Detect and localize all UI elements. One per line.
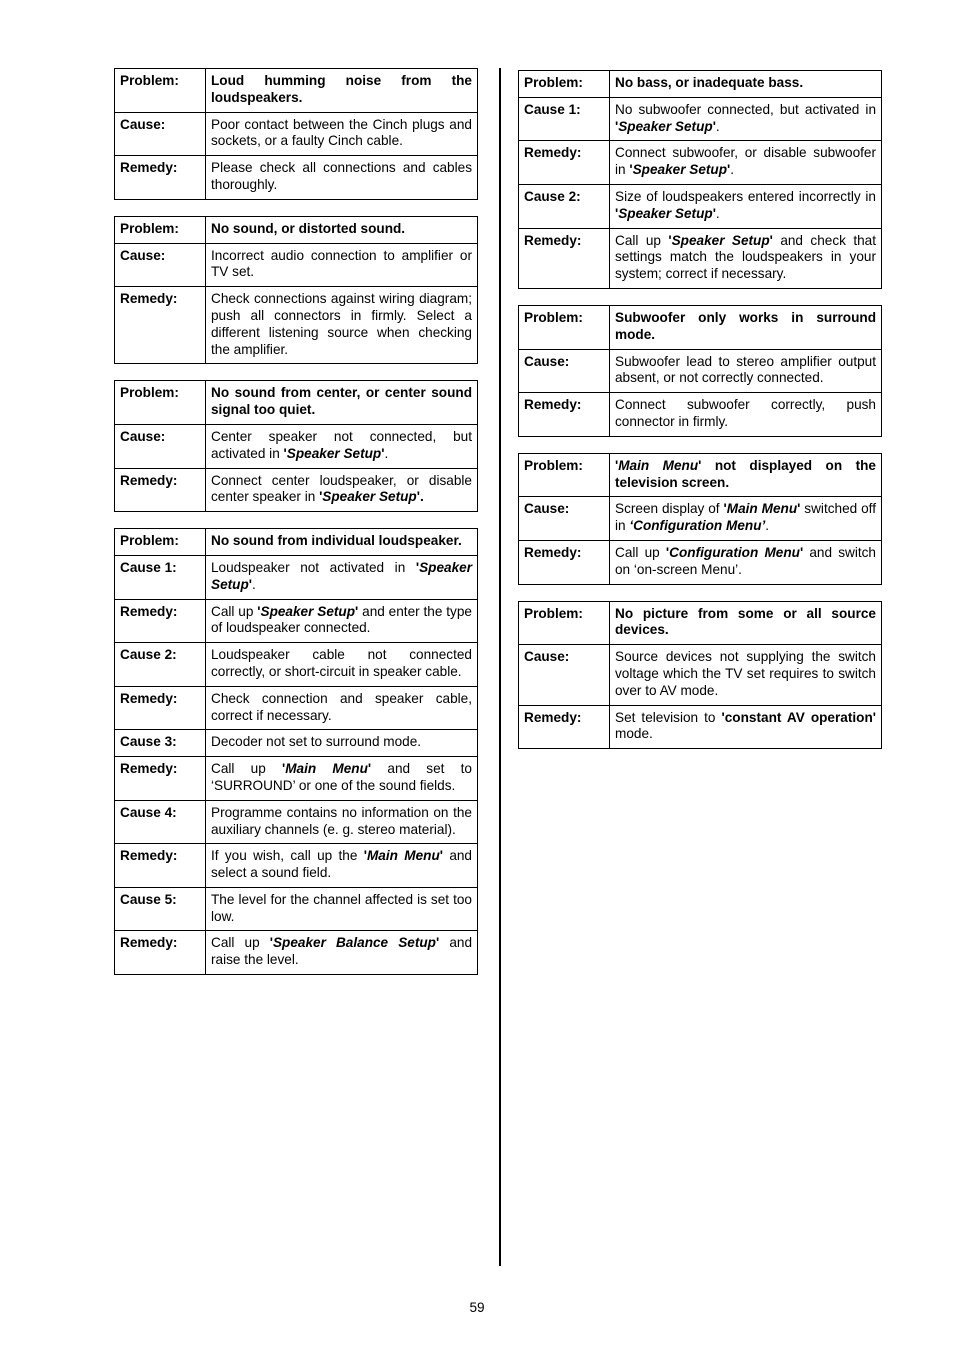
table-row-remedy xyxy=(115,844,478,888)
text-segment: ' xyxy=(668,232,672,248)
text-segment: Size of loudspeakers entered incorrectly in xyxy=(615,188,876,204)
text-segment: Set television to xyxy=(615,709,722,725)
text-segment: . xyxy=(765,518,770,534)
row-label: Remedy: xyxy=(115,599,206,643)
table-row-cause xyxy=(519,497,882,541)
text-segment: Source devices not supplying the switch voltage which the TV set requires to switch over to AV mode. xyxy=(615,649,876,698)
table-row-cause-1 xyxy=(115,555,478,599)
row-label: Cause 2: xyxy=(115,643,206,687)
table-row-problem xyxy=(115,529,478,556)
text-segment: Speaker Setup xyxy=(618,205,713,221)
text-segment: No bass, or inadequate bass. xyxy=(615,75,804,90)
text-segment: Main Menu xyxy=(366,848,440,864)
text-segment: No sound from individual loudspeaker. xyxy=(211,533,462,549)
row-label: Problem: xyxy=(519,71,610,98)
row-label: Cause: xyxy=(115,243,206,287)
row-text xyxy=(206,555,478,599)
text-segment: ' xyxy=(415,559,420,575)
text-segment: . xyxy=(715,118,720,134)
table-row-remedy xyxy=(519,228,882,288)
row-label: Remedy: xyxy=(519,141,610,185)
text-segment: ' not displayed on the television screen. xyxy=(615,457,876,490)
text-segment: ‘Configuration Menu’ xyxy=(629,518,766,534)
row-label: Remedy: xyxy=(115,156,206,200)
row-label: Problem: xyxy=(519,601,610,645)
text-segment: Main Menu xyxy=(618,457,699,473)
text-segment: Loudspeaker cable not connected correctly, or short-circuit in speaker cable. xyxy=(211,647,472,679)
row-text xyxy=(206,800,478,844)
row-label: Cause: xyxy=(115,424,206,468)
row-text xyxy=(206,287,478,364)
text-segment: ' xyxy=(367,761,372,777)
text-segment: Speaker Setup xyxy=(671,232,770,248)
page-number: 59 xyxy=(469,1300,485,1315)
row-text xyxy=(610,349,882,393)
row-text xyxy=(206,468,478,512)
row-text xyxy=(610,184,882,228)
text-segment: Speaker Setup xyxy=(211,559,472,592)
row-label: Remedy: xyxy=(115,287,206,364)
row-text xyxy=(206,844,478,888)
table-row-cause xyxy=(115,112,478,156)
text-segment: ' xyxy=(381,445,385,461)
row-label: Cause: xyxy=(115,112,206,156)
text-segment: Poor contact between the Cinch plugs and sockets, or a faulty Cinch cable. xyxy=(211,116,472,149)
row-text xyxy=(610,97,882,141)
table-row-cause-5 xyxy=(115,887,478,931)
row-label: Remedy: xyxy=(519,540,610,584)
row-label: Remedy: xyxy=(115,686,206,730)
text-segment: Speaker Setup xyxy=(618,118,713,134)
text-segment: ' xyxy=(665,544,670,560)
row-text xyxy=(206,216,478,243)
table-row-remedy xyxy=(115,468,478,512)
row-label: Cause: xyxy=(519,349,610,393)
text-segment: ' xyxy=(799,544,804,560)
text-segment: ' xyxy=(439,848,443,864)
troubleshooting-table xyxy=(518,305,882,437)
table-row-problem xyxy=(115,381,478,425)
table-row-cause-2 xyxy=(115,643,478,687)
text-segment: ' xyxy=(615,205,619,221)
text-segment: and check that settings match the loudspeakers in your system; correct if necessary. xyxy=(615,232,876,282)
table-row-remedy xyxy=(115,757,478,801)
text-segment: and select a sound field. xyxy=(211,848,472,881)
text-segment: ' xyxy=(257,603,261,619)
text-segment: No sound, or distorted sound. xyxy=(211,220,406,236)
table-row-cause-3 xyxy=(115,730,478,757)
row-text xyxy=(610,540,882,584)
row-label: Remedy: xyxy=(519,705,610,749)
troubleshooting-table xyxy=(518,601,882,750)
row-text xyxy=(610,305,882,349)
row-text xyxy=(206,424,478,468)
text-segment: Call up xyxy=(615,544,666,560)
row-text xyxy=(206,643,478,687)
row-label: Remedy: xyxy=(115,757,206,801)
table-row-cause xyxy=(115,243,478,287)
row-text xyxy=(206,69,478,113)
table-row-problem xyxy=(519,453,882,497)
table-row-problem xyxy=(115,69,478,113)
text-segment: Call up xyxy=(211,935,270,951)
table-row-cause xyxy=(519,349,882,393)
table-row-remedy xyxy=(519,393,882,437)
text-segment: ' xyxy=(769,232,773,248)
text-segment: Call up xyxy=(211,603,258,619)
text-segment: ' xyxy=(355,603,359,619)
text-segment: ' xyxy=(615,457,619,473)
text-segment: Speaker Setup xyxy=(322,489,417,505)
text-segment: Speaker Setup xyxy=(286,445,382,461)
text-segment: Connect center loudspeaker, or disable center speaker in xyxy=(211,472,472,505)
text-segment: Loudspeaker not activated in xyxy=(211,559,416,575)
text-segment: Speaker Setup xyxy=(260,603,356,619)
troubleshooting-table xyxy=(114,528,478,975)
text-segment: Check connection and speaker cable, correct if necessary. xyxy=(211,690,472,723)
row-label: Problem: xyxy=(115,381,206,425)
text-segment: No sound from center, or center sound signal too quiet. xyxy=(211,385,472,418)
text-segment: If you wish, call up the xyxy=(211,848,364,864)
table-row-problem xyxy=(115,216,478,243)
text-segment: The level for the channel affected is set too low. xyxy=(211,891,472,924)
table-row-problem xyxy=(519,305,882,349)
row-text xyxy=(610,601,882,645)
text-segment: ' xyxy=(797,501,801,517)
row-label: Remedy: xyxy=(519,228,610,288)
row-text xyxy=(206,243,478,287)
row-text xyxy=(206,529,478,556)
troubleshooting-table xyxy=(114,216,478,365)
text-segment: Main Menu xyxy=(726,501,798,517)
row-text xyxy=(206,156,478,200)
text-segment: . xyxy=(252,576,256,592)
table-row-remedy xyxy=(115,599,478,643)
row-text xyxy=(206,887,478,931)
row-label: Cause: xyxy=(519,645,610,705)
table-row-remedy xyxy=(115,931,478,975)
row-label: Cause 1: xyxy=(115,555,206,599)
row-text xyxy=(206,730,478,757)
table-row-problem xyxy=(519,71,882,98)
row-text xyxy=(206,931,478,975)
row-label: Cause 5: xyxy=(115,887,206,931)
table-row-cause-2 xyxy=(519,184,882,228)
text-segment: No picture from some or all source devices. xyxy=(615,605,876,638)
text-segment: ' xyxy=(712,205,716,221)
text-segment: mode. xyxy=(615,726,653,742)
text-segment: ' xyxy=(319,489,323,505)
row-label: Problem: xyxy=(115,529,206,556)
text-segment: Loud humming noise from the loudspeakers. xyxy=(211,73,472,105)
row-label: Remedy: xyxy=(115,468,206,512)
text-segment: '. xyxy=(416,489,424,505)
table-row-remedy xyxy=(115,686,478,730)
table-row-remedy xyxy=(519,705,882,749)
row-label: Remedy: xyxy=(115,844,206,888)
text-segment: 'constant AV operation' xyxy=(721,709,876,725)
table-row-remedy xyxy=(115,156,478,200)
row-label: Cause: xyxy=(519,497,610,541)
text-segment: Configuration Menu xyxy=(669,544,800,560)
table-row-cause xyxy=(115,424,478,468)
left-column xyxy=(114,68,478,991)
row-label: Cause 3: xyxy=(115,730,206,757)
table-row-problem xyxy=(519,601,882,645)
row-text xyxy=(610,228,882,288)
text-segment: and switch on ‘on-screen Menu’. xyxy=(615,544,876,577)
text-segment: . xyxy=(730,162,735,178)
row-text xyxy=(610,393,882,437)
text-segment: ' xyxy=(435,935,440,951)
text-segment: Please check all connections and cables thoroughly. xyxy=(211,160,472,192)
text-segment: . xyxy=(384,445,389,461)
row-text xyxy=(610,141,882,185)
row-text xyxy=(206,381,478,425)
text-segment: No subwoofer connected, but activated in xyxy=(615,101,876,117)
text-segment: ' xyxy=(269,935,273,951)
text-segment: . xyxy=(715,205,720,221)
text-segment: Check connections against wiring diagram; push all connectors in firmly. Select a different listening source when checking the amplifier. xyxy=(211,291,472,357)
text-segment: Connect subwoofer correctly, push connector in firmly. xyxy=(615,397,876,429)
row-label: Problem: xyxy=(115,216,206,243)
table-row-remedy xyxy=(519,540,882,584)
text-segment: Main Menu xyxy=(285,761,368,777)
row-label: Remedy: xyxy=(519,393,610,437)
table-row-remedy xyxy=(519,141,882,185)
text-segment: ' xyxy=(283,445,287,461)
text-segment: Decoder not set to surround mode. xyxy=(211,734,422,750)
troubleshooting-table xyxy=(114,380,478,512)
table-row-cause-1 xyxy=(519,97,882,141)
text-segment: Screen display of xyxy=(615,501,724,517)
text-segment: switched off in xyxy=(615,501,876,534)
text-segment: and set to ‘SURROUND’ or one of the sound fields. xyxy=(211,761,472,793)
row-label: Cause 4: xyxy=(115,800,206,844)
row-text xyxy=(610,645,882,705)
right-column xyxy=(518,70,882,765)
table-row-cause xyxy=(519,645,882,705)
row-text xyxy=(610,497,882,541)
row-label: Problem: xyxy=(519,453,610,497)
text-segment: Subwoofer only works in surround mode. xyxy=(615,309,876,342)
text-segment: Call up xyxy=(211,761,282,777)
row-text xyxy=(206,599,478,643)
text-segment: ' xyxy=(727,162,731,178)
text-segment: Subwoofer lead to stereo amplifier output absent, or not correctly connected. xyxy=(615,353,876,386)
text-segment: Speaker Balance Setup xyxy=(272,935,436,951)
text-segment: Connect subwoofer, or disable subwoofer in xyxy=(615,145,876,178)
text-segment: ' xyxy=(712,118,716,134)
text-segment: ' xyxy=(282,761,286,777)
row-text xyxy=(206,757,478,801)
column-divider xyxy=(499,68,501,1266)
row-label: Problem: xyxy=(115,69,206,113)
table-row-remedy xyxy=(115,287,478,364)
troubleshooting-table xyxy=(518,453,882,585)
text-segment: ' xyxy=(629,162,633,178)
row-label: Cause 1: xyxy=(519,97,610,141)
row-text xyxy=(206,112,478,156)
text-segment: ' xyxy=(615,118,619,134)
text-segment: Speaker Setup xyxy=(632,162,728,178)
text-segment: ' xyxy=(723,501,727,517)
text-segment: Programme contains no information on the auxiliary channels (e. g. stereo material). xyxy=(211,804,472,837)
text-segment: and enter the type of loudspeaker connected. xyxy=(211,603,472,636)
troubleshooting-table xyxy=(114,68,478,200)
row-label: Problem: xyxy=(519,305,610,349)
row-text xyxy=(610,453,882,497)
troubleshooting-table xyxy=(518,70,882,289)
text-segment: Incorrect audio connection to amplifier or TV set. xyxy=(211,247,472,280)
row-label: Cause 2: xyxy=(519,184,610,228)
row-text xyxy=(610,705,882,749)
row-text xyxy=(206,686,478,730)
table-row-cause-4 xyxy=(115,800,478,844)
text-segment: Call up xyxy=(615,232,669,248)
text-segment: ' xyxy=(363,848,367,864)
row-label: Remedy: xyxy=(115,931,206,975)
row-text xyxy=(610,71,882,98)
text-segment: and raise the level. xyxy=(211,935,472,968)
text-segment: ' xyxy=(248,576,252,592)
text-segment: Center speaker not connected, but activated in xyxy=(211,428,472,461)
